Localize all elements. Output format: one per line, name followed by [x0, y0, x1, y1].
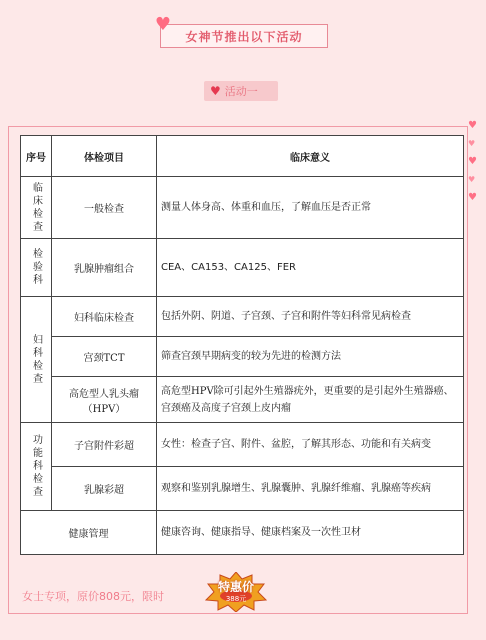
title-box [154, 14, 328, 48]
heart-icon: ♥ [210, 84, 221, 98]
meaning-cell: 健康咨询、健康指导、健康档案及一次性卫材 [157, 511, 464, 555]
item-cell: 一般检查 [52, 177, 157, 239]
group-cell [21, 297, 52, 423]
meaning-cell: 包括外阴、阴道、子宫颈、子宫和附件等妇科常见病检查 [157, 297, 464, 337]
item-cell: 宫颈TCT [52, 337, 157, 377]
meaning-cell: 测量人体身高、体重和血压，了解血压是否正常 [157, 177, 464, 239]
table-row [21, 467, 464, 511]
table-header-row [21, 136, 464, 177]
badge-sub: 388元 [225, 595, 247, 603]
promo-text: 女士专项，原价808元，限时 [22, 590, 164, 603]
heart-icon: ♥ [468, 156, 477, 167]
page-title: 女神节推出以下活动 [185, 30, 303, 44]
group-cell [21, 177, 52, 239]
header-meaning: 临床意义 [157, 136, 464, 177]
table-row [21, 377, 464, 423]
item-cell: 乳腺肿瘤组合 [52, 239, 157, 297]
meaning-cell: 筛查宫颈早期病变的较为先进的检测方法 [157, 337, 464, 377]
badge-label: 特惠价 [217, 580, 254, 594]
heart-icon: ♥ [468, 175, 476, 184]
header-no: 序号 [21, 136, 52, 177]
meaning-cell: CEA、CA153、CA125、FER [157, 239, 464, 297]
group-cell [21, 423, 52, 511]
group-name: 功能科检查 [30, 434, 42, 499]
heart-icon: ♥ [468, 192, 477, 203]
price-badge[interactable] [204, 572, 268, 612]
header-item: 体检项目 [52, 136, 157, 177]
meaning-cell: 女性：检查子宫、附件、盆腔，了解其形态、功能和有关病变 [157, 423, 464, 467]
item-cell: 子宫附件彩超 [52, 423, 157, 467]
group-cell [21, 239, 52, 297]
group-name: 妇科检查 [30, 333, 42, 386]
item-cell: 乳腺彩超 [52, 467, 157, 511]
table-row [21, 511, 464, 555]
table-row [21, 423, 464, 467]
table-row [21, 297, 464, 337]
group-name: 临床检查 [30, 181, 42, 234]
item-cell: 妇科临床检查 [52, 297, 157, 337]
meaning-cell: 高危型HPV除可引起外生殖器疣外，更重要的是引起外生殖器癌、宫颈癌及高度子宫颈上皮内瘤 [157, 377, 464, 423]
group-name: 检验科 [30, 248, 42, 287]
table-row [21, 239, 464, 297]
activity-label: 活动一 [224, 85, 258, 98]
table-row [21, 337, 464, 377]
checkup-table [20, 135, 464, 555]
heart-icon: ♥ [154, 14, 172, 35]
table-row [21, 177, 464, 239]
activity-tag[interactable] [204, 81, 278, 101]
heart-icon: ♥ [468, 139, 476, 148]
heart-icon: ♥ [468, 120, 477, 131]
meaning-cell: 观察和鉴别乳腺增生、乳腺囊肿、乳腺纤维瘤、乳腺癌等疾病 [157, 467, 464, 511]
side-hearts-decoration [468, 120, 482, 210]
item-cell: 高危型人乳头瘤（HPV） [52, 377, 157, 423]
item-cell: 健康管理 [21, 511, 157, 555]
